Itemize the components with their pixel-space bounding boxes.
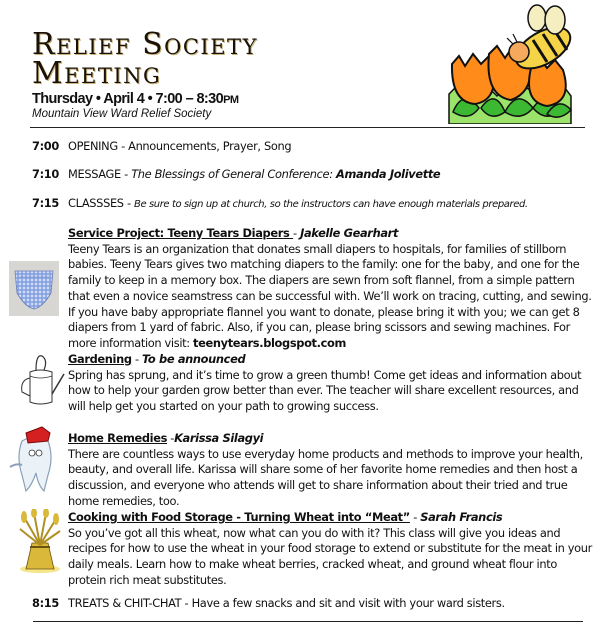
watering-can-icon [16, 350, 66, 408]
wheat-sheaf-image [16, 509, 64, 574]
class-heading [68, 226, 598, 242]
class-separator: - [409, 510, 421, 524]
class-home-remedies [68, 431, 598, 510]
agenda-speaker: Amanda Jolivette [335, 167, 441, 181]
class-heading [68, 431, 598, 447]
class-title: Service Project: Teeny Tears Diapers [68, 226, 294, 240]
tulips-bee-illustration [447, 4, 592, 124]
agenda-separator: - [123, 196, 134, 210]
class-instructor: Jakelle Gearhart [300, 226, 399, 240]
header-divider [30, 127, 585, 128]
class-gardening [68, 352, 598, 415]
agenda-separator: - [120, 167, 132, 181]
class-separator: - [131, 352, 142, 366]
agenda-detail: Be sure to sign up at church, so the instructors can have enough materials prepared. [133, 199, 528, 210]
agenda-item-treats [32, 596, 505, 610]
class-instructor: Karissa Silagyi [174, 431, 264, 445]
class-description: There are countless ways to use everyday home products and methods to improve your health, beauty, and overall life. Karissa will share some of her favorite home remedies and then host a discussion, and everyone who attends will get to share information about their tried and true home remedies, too. [68, 446, 583, 508]
class-instructor: Sarah Francis [420, 510, 503, 524]
class-title: Cooking with Food Storage - Turning Wheat into “Meat” [68, 510, 410, 524]
agenda-label: TREATS & CHIT-CHAT [68, 596, 182, 610]
class-heading [68, 510, 598, 526]
agenda-label: OPENING [68, 139, 118, 153]
agenda-time: 7:10 [32, 167, 59, 181]
class-service-project [68, 226, 598, 352]
agenda-separator: - [117, 139, 129, 153]
dateline-suffix: PM [223, 94, 239, 106]
tooth-cartoon-image [8, 423, 63, 495]
agenda-item-classes [32, 196, 528, 210]
agenda-detail: The Blessings of General Conference: [131, 167, 336, 181]
agenda-item-opening [32, 139, 291, 153]
class-instructor: To be announced [141, 352, 246, 366]
info-link[interactable]: teenytears.blogspot.com [193, 335, 347, 350]
class-separator: - [293, 226, 301, 240]
class-heading [68, 352, 598, 368]
class-description: Spring has sprung, and it’s time to grow a green thumb! Come get ideas and information about how to help your garden grow better than ever. The teacher will share excellent resources, and will help get you started on your path to growing success. [68, 367, 582, 414]
page-title [32, 27, 258, 91]
class-description [68, 242, 598, 352]
title-line-1: Relief Society [32, 27, 258, 62]
sick-tooth-icon [8, 423, 63, 495]
watering-can-image [16, 350, 66, 408]
agenda-time: 7:15 [32, 196, 59, 210]
dateline-text: Thursday • April 4 • 7:00 – 8:30 [32, 91, 224, 107]
agenda-detail: Announcements, Prayer, Song [128, 139, 292, 153]
title-line-2: Meeting [32, 56, 162, 91]
class-body: Teeny Tears is an organization that donates small diapers to hospitals, for families of stillborn babies. Teeny Tears gives two matching diapers to the family: one for the baby, and one for the family to keep in a memory box. The diapers are sewn from soft flannel, from a simple pattern that even a novice seamstress can be successful with. We’ll work on tracing, cutting, and sewing. If you have baby appropriate flannel you want to donate, please bring it with you; we can get 8 diapers from 1 yard of fabric. Also, if you can, please bring scissors and sewing machines. For more information visit: [68, 241, 592, 350]
class-title: Gardening [68, 352, 132, 366]
agenda-time: 7:00 [32, 139, 59, 153]
diaper-icon [9, 261, 59, 316]
agenda-label: CLASSSES [68, 196, 124, 210]
class-description: So you’ve got all this wheat, now what can you do with it? This class will give you ideas and recipes for how to use the wheat in your food storage to extend or substitute for the meat in your daily meals. Learn how to make wheat berries, cracked wheat, and ground wheat flour into protein rich meat substitutes. [68, 525, 592, 587]
wheat-sheaf-icon [16, 509, 64, 574]
diaper-photo [9, 261, 59, 316]
event-dateline [32, 91, 238, 107]
agenda-time: 8:15 [32, 596, 59, 610]
agenda-detail: Have a few snacks and sit and visit with your ward sisters. [191, 596, 505, 610]
footer-divider [33, 621, 583, 622]
class-title: Home Remedies [68, 431, 168, 445]
tulip-icon [447, 4, 592, 124]
class-cooking-food-storage [68, 510, 598, 589]
agenda-label: MESSAGE [68, 167, 121, 181]
agenda-item-message [32, 167, 440, 181]
agenda-separator: - [181, 596, 192, 610]
class-separator: - [167, 431, 175, 445]
ward-name: Mountain View Ward Relief Society [32, 108, 212, 120]
